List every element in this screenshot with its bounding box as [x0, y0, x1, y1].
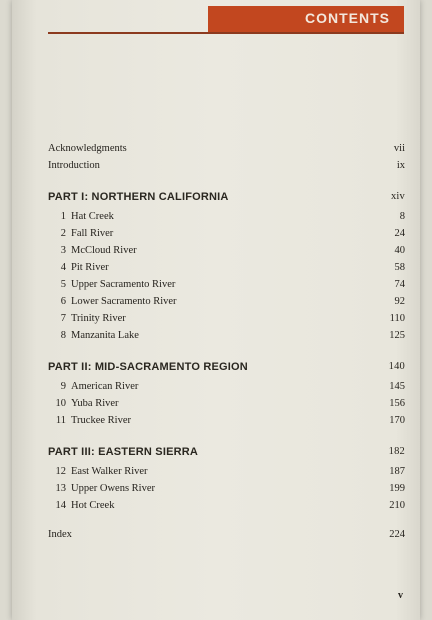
part-heading-1	[48, 186, 405, 208]
chapter-entry	[48, 480, 405, 497]
page-number: v	[398, 590, 403, 601]
chapter-entry	[48, 276, 405, 293]
toc-entry-page: vii	[393, 143, 405, 154]
chapter-entry	[48, 293, 405, 310]
chapter-number: 7	[60, 313, 66, 324]
chapter-page: 145	[389, 381, 405, 392]
chapter-entry	[48, 242, 405, 259]
chapter-page: 199	[389, 483, 405, 494]
toc-entry-page: ix	[396, 160, 405, 171]
chapter-number: 13	[55, 483, 66, 494]
part-page: 140	[388, 361, 405, 372]
chapter-entry	[48, 497, 405, 514]
contents-title: CONTENTS	[305, 10, 390, 26]
chapter-page: 170	[389, 415, 405, 426]
chapter-title: Upper Owens River	[71, 483, 155, 494]
toc-entry-index	[48, 526, 405, 543]
chapter-entry	[48, 327, 405, 344]
chapter-page: 210	[389, 500, 405, 511]
chapter-number: 8	[60, 330, 66, 341]
chapter-number: 12	[55, 466, 66, 477]
chapter-page: 40	[394, 245, 405, 256]
part-title: PART II: MID-SACRAMENTO REGION	[48, 361, 248, 373]
chapter-page: 74	[394, 279, 405, 290]
chapter-title: Lower Sacramento River	[71, 296, 177, 307]
chapter-title: Upper Sacramento River	[71, 279, 176, 290]
chapter-title: Hot Creek	[71, 500, 115, 511]
toc-entry-title: Acknowledgments	[48, 143, 127, 154]
chapter-number: 14	[55, 500, 66, 511]
part-title: PART III: EASTERN SIERRA	[48, 446, 199, 458]
part-title: PART I: NORTHERN CALIFORNIA	[48, 191, 229, 203]
chapter-number: 5	[60, 279, 66, 290]
chapter-title: Trinity River	[71, 313, 126, 324]
part-page: 182	[388, 446, 405, 457]
chapter-number: 3	[60, 245, 66, 256]
chapter-page: 8	[399, 211, 405, 222]
part-heading-3	[48, 441, 405, 463]
contents-header-bar	[208, 6, 404, 32]
chapter-number: 9	[60, 381, 66, 392]
chapter-title: American River	[71, 381, 139, 392]
book-page	[12, 0, 420, 620]
part-page: xiv	[390, 191, 405, 202]
chapter-entry	[48, 310, 405, 327]
chapter-entry	[48, 225, 405, 242]
chapter-entry	[48, 463, 405, 480]
chapter-number: 6	[60, 296, 66, 307]
chapter-entry	[48, 412, 405, 429]
chapter-title: McCloud River	[71, 245, 137, 256]
chapter-title: Hat Creek	[71, 211, 114, 222]
chapter-number: 1	[60, 211, 66, 222]
toc-entry-page: 224	[389, 529, 405, 540]
table-of-contents	[48, 140, 405, 543]
toc-entry-title: Introduction	[48, 160, 100, 171]
chapter-page: 58	[394, 262, 405, 273]
chapter-title: Fall River	[71, 228, 114, 239]
chapter-entry	[48, 208, 405, 225]
chapter-page: 92	[394, 296, 405, 307]
chapter-entry	[48, 395, 405, 412]
chapter-page: 156	[389, 398, 405, 409]
chapter-title: Truckee River	[71, 415, 131, 426]
chapter-page: 24	[394, 228, 405, 239]
chapter-entry	[48, 259, 405, 276]
chapter-number: 11	[55, 415, 66, 426]
chapter-title: Yuba River	[71, 398, 119, 409]
chapter-entry	[48, 378, 405, 395]
chapter-page: 187	[389, 466, 405, 477]
toc-entry-acknowledgments	[48, 140, 405, 157]
part-heading-2	[48, 356, 405, 378]
chapter-title: Pit River	[71, 262, 109, 273]
chapter-page: 110	[389, 313, 405, 324]
chapter-number: 10	[55, 398, 66, 409]
toc-entry-title: Index	[48, 529, 72, 540]
chapter-number: 2	[60, 228, 66, 239]
chapter-page: 125	[389, 330, 405, 341]
chapter-title: Manzanita Lake	[71, 330, 139, 341]
toc-entry-introduction	[48, 157, 405, 174]
chapter-title: East Walker River	[71, 466, 148, 477]
chapter-number: 4	[60, 262, 66, 273]
header-rule	[48, 32, 404, 34]
